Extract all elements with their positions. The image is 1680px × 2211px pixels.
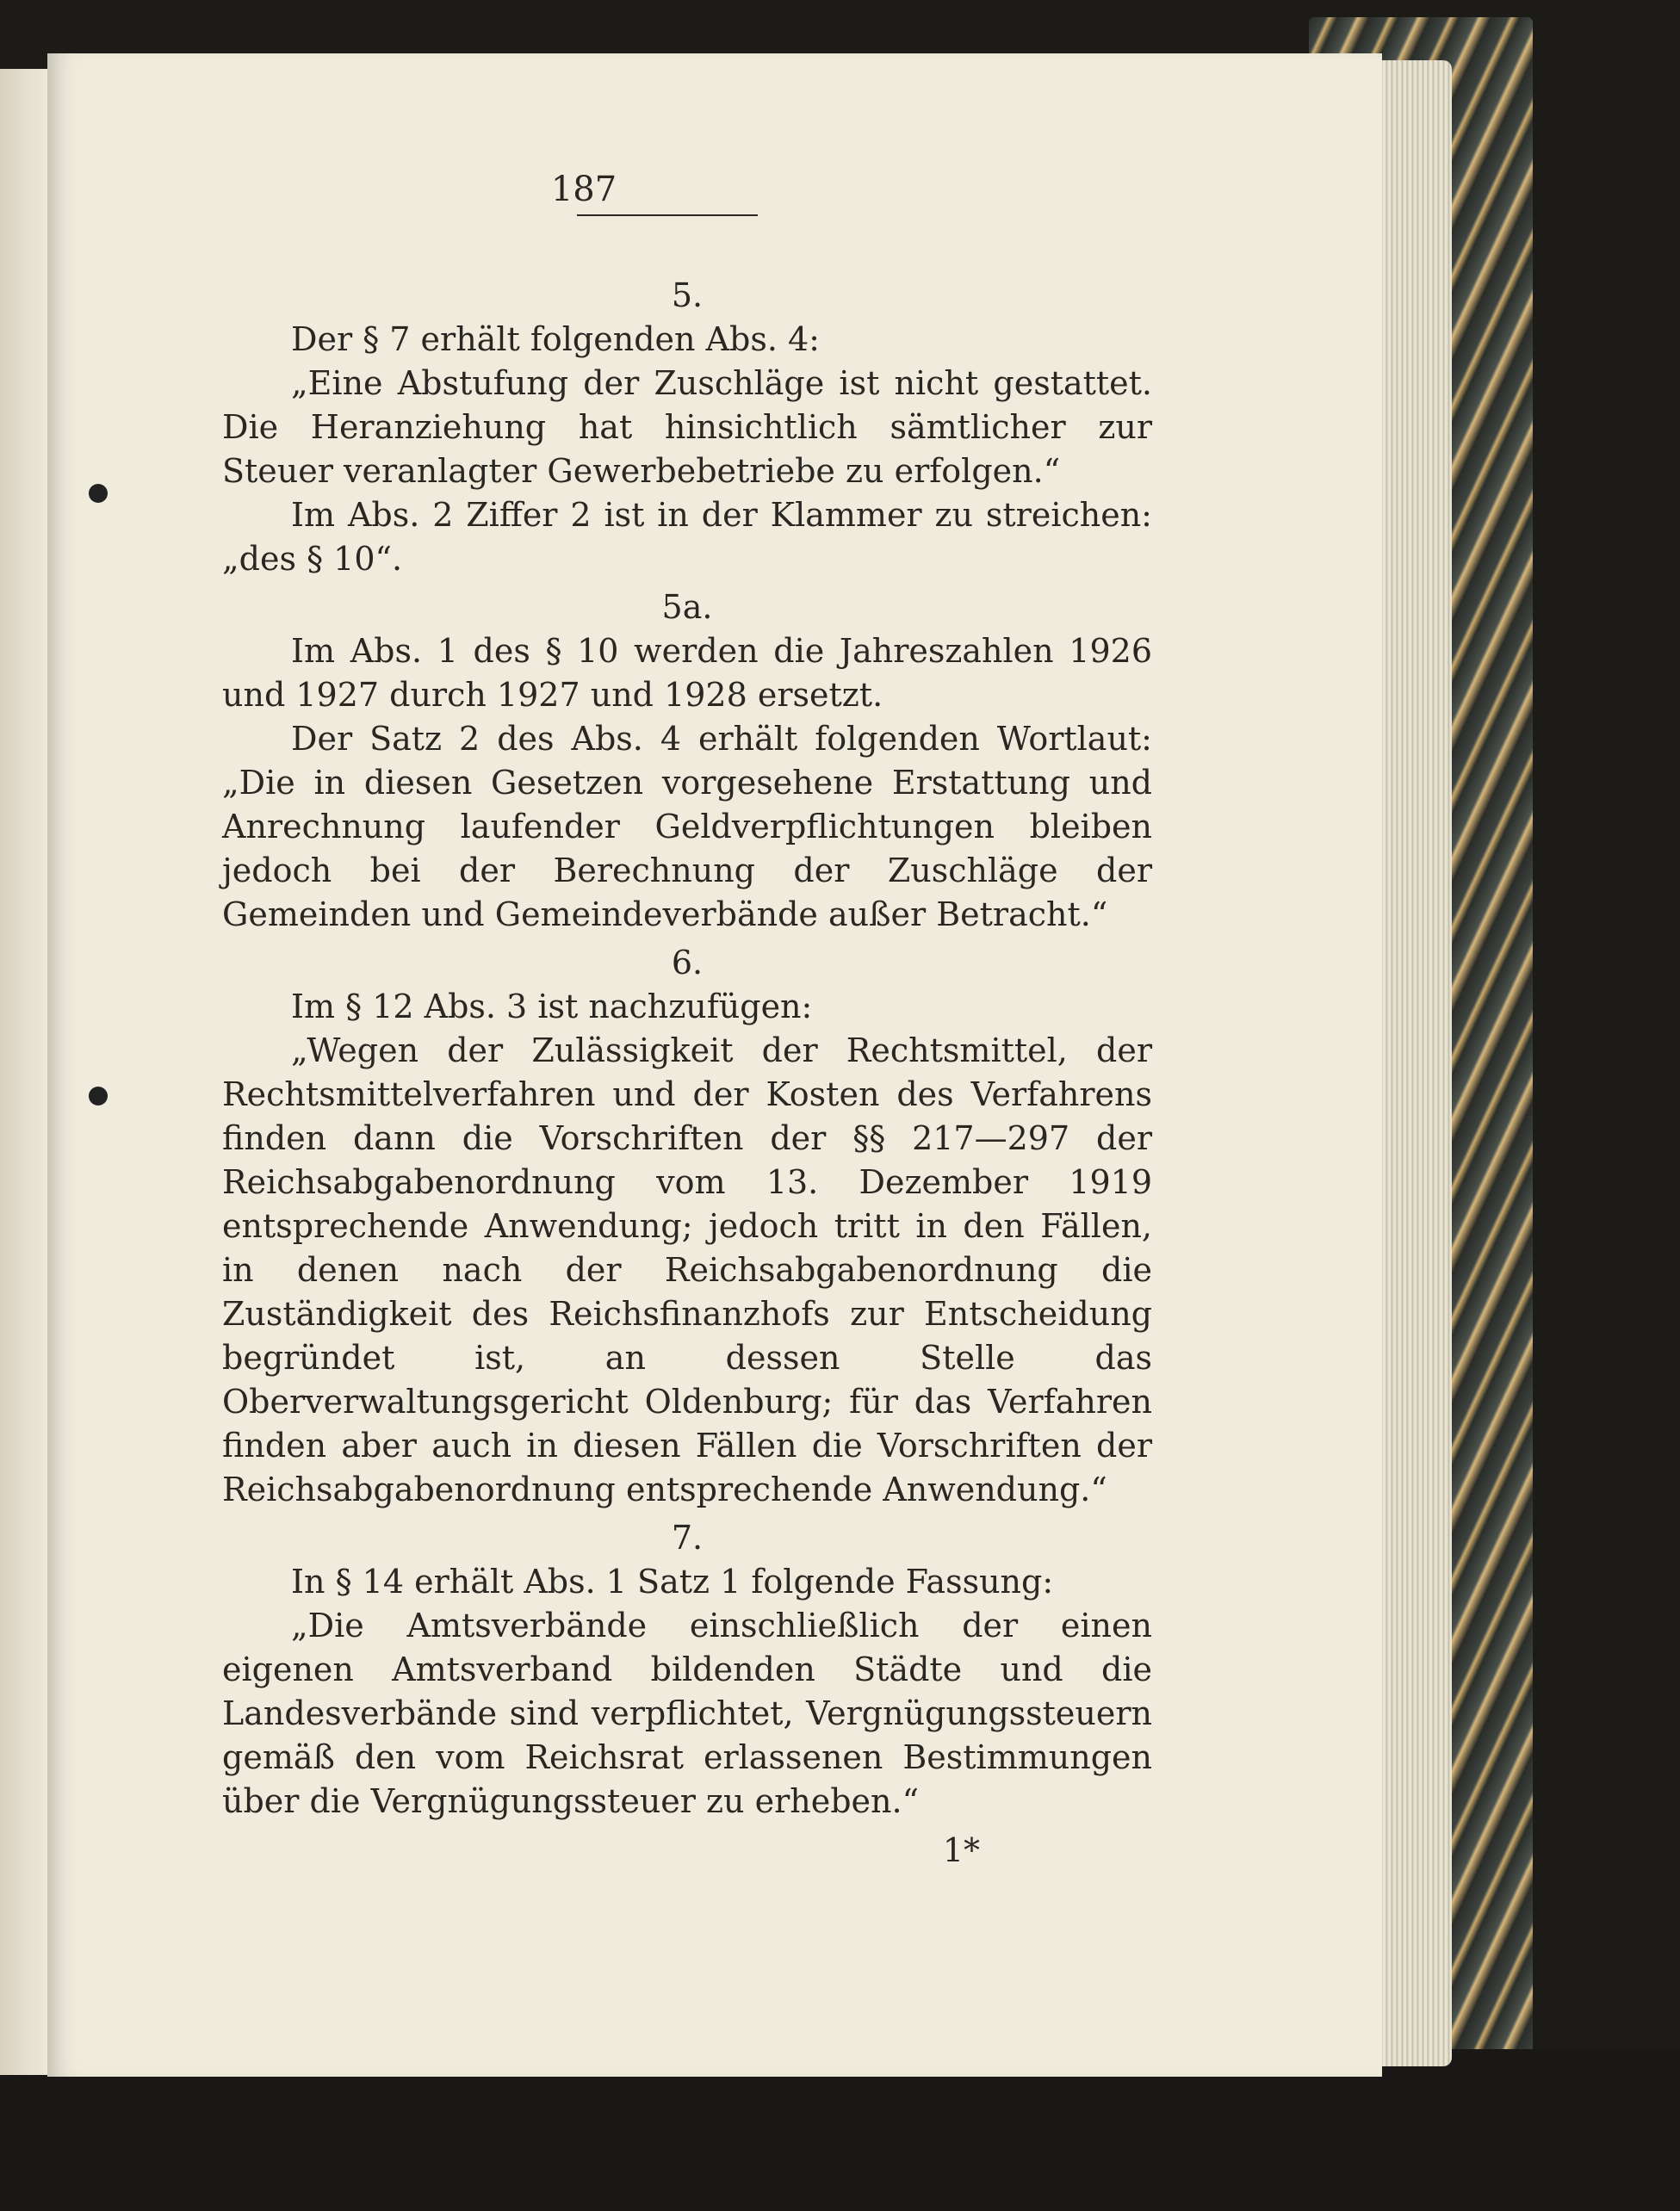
paragraph: Der § 7 erhält folgenden Abs. 4: (291, 320, 820, 358)
paragraph: Im Abs. 1 des § 10 werden die Jahreszahlen 1926 und 1927 durch 1927 und 1928 ersetzt. (222, 632, 1152, 714)
paragraph: Der Satz 2 des Abs. 4 erhält folgenden Wortlaut: „Die in diesen Gesetzen vorgesehene Erstattung und Anrechnung laufender Geldverpflichtungen bleiben jedoch bei der Berechnung der Zuschläge der Gemeinden und Gemeindeverbände außer Betracht.“ (222, 720, 1152, 933)
section-heading: 7. (671, 1519, 704, 1557)
paragraph: Im § 12 Abs. 3 ist nachzufügen: (291, 988, 813, 1025)
section-heading: 5. (671, 276, 704, 314)
section-heading: 6. (671, 944, 704, 982)
header-rule (577, 214, 758, 216)
binding-hole (89, 1087, 108, 1106)
paragraph: „Wegen der Zulässigkeit der Rechtsmittel, der Rechtsmittelverfahren und der Kosten des Verfahrens finden dann die Vorschriften der §§ 217—297 der Reichsabgabenordnung vom 13. Dezember 1919 entsprechende Anwendung; jedoch tritt in den Fällen, in denen nach der Reichsabgabenordnung die Zuständigkeit des Reichsfinanzhofs zur Entscheidung begründet ist, an dessen Stelle das Oberverwaltungsgericht Oldenburg; für das Verfahren finden aber auch in diesen Fällen die Vorschriften der Reichsabgabenordnung entsprechende Anwendung.“ (222, 1031, 1152, 1508)
page-number: 187 (550, 170, 617, 209)
paragraph: „Eine Abstufung der Zuschläge ist nicht gestattet. Die Heranziehung hat hinsichtlich sämtlicher zur Steuer veranlagter Gewerbebetriebe zu erfolgen.“ (222, 364, 1152, 490)
paragraph: Im Abs. 2 Ziffer 2 ist in der Klammer zu streichen: „des § 10“. (222, 496, 1152, 578)
page-edges (1378, 60, 1452, 2066)
page-text (222, 168, 1152, 1873)
paragraph: „Die Amtsverbände einschließlich der einen eigenen Amtsverband bildenden Städte und die Landesverbände sind verpflichtet, Vergnügungssteuern gemäß den vom Reichsrat erlassenen Bestimmungen über die Vergnügungssteuer zu erheben.“ (222, 1607, 1152, 1820)
facing-page-edge (0, 69, 52, 2075)
binding-hole (89, 484, 108, 503)
signature-mark: 1* (942, 1831, 980, 1869)
section-heading: 5a. (661, 588, 713, 626)
paragraph: In § 14 erhält Abs. 1 Satz 1 folgende Fassung: (291, 1563, 1054, 1601)
